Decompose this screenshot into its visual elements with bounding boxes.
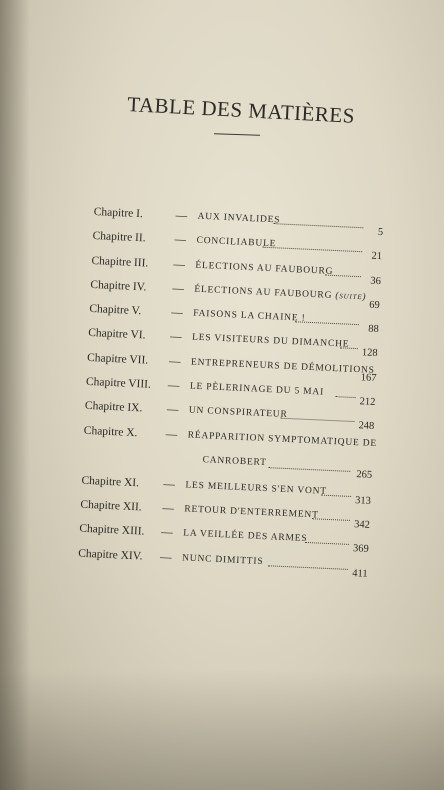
chapter-title: AUX INVALIDES [197, 211, 281, 226]
chapter-page: 88 [367, 323, 379, 336]
chapter-title: LE PÈLERINAGE DU 5 MAI [189, 381, 325, 398]
chapter-title: LA VEILLÉE DES ARMES [183, 528, 308, 545]
chapter-page: 265 [356, 468, 373, 481]
chapter-label: Chapitre IV. [90, 278, 147, 294]
chapter-page: 21 [371, 250, 383, 263]
chapter-title: UN CONSPIRATEUR [188, 405, 288, 421]
chapter-label: Chapitre V. [89, 303, 142, 318]
chapter-page: 36 [370, 275, 382, 287]
chapter-title: NUNC DIMITTIS [181, 552, 264, 567]
chapter-label: Chapitre X. [83, 424, 138, 439]
chapter-title: FAISONS LA CHAINE ! [192, 308, 306, 324]
chapter-dash: — [175, 209, 188, 223]
chapter-title: ÉLECTIONS AU FAUBOURG [195, 260, 334, 277]
leader-dots [305, 542, 349, 545]
chapter-title: LES MEILLEURS S'EN VONT [185, 480, 328, 497]
chapter-page: 313 [354, 494, 372, 507]
chapter-label: Chapitre VI. [87, 327, 146, 342]
chapter-dash: — [170, 306, 183, 320]
chapter-dash: — [159, 550, 172, 564]
chapter-title: CONCILIABULE [196, 235, 277, 250]
chapter-page: 411 [351, 567, 368, 580]
chapter-label: Chapitre IX. [84, 400, 143, 415]
table-of-contents [77, 206, 393, 585]
chapter-title: ENTREPRENEURS DE DÉMOLITIONS [190, 357, 375, 376]
leader-dots [268, 467, 350, 472]
chapter-label: Chapitre II. [92, 230, 146, 245]
chapter-label: Chapitre I. [93, 206, 144, 221]
chapter-dash: — [163, 478, 176, 491]
chapter-page: 167 [360, 372, 377, 384]
leader-dots [262, 247, 362, 253]
chapter-title-suffix: (suite) [335, 290, 367, 303]
chapter-title: LES VISITEURS DU DIMANCHE [191, 333, 350, 351]
chapter-dash: — [173, 258, 186, 271]
chapter-dash: — [160, 526, 174, 540]
leader-dots [273, 223, 363, 228]
chapter-page: 128 [361, 347, 378, 360]
chapter-label: Chapitre XIV. [77, 547, 143, 563]
leader-dots [281, 418, 355, 422]
chapter-title: RÉAPPARITION SYMPTOMATIQUE DE [187, 430, 378, 449]
chapter-label: Chapitre VIII. [85, 375, 152, 391]
chapter-dash: — [166, 403, 179, 417]
chapter-title: RETOUR D'ENTERREMENT [184, 504, 319, 521]
chapter-page: 369 [352, 543, 369, 556]
chapter-dash: — [165, 428, 178, 441]
title-rule [214, 133, 260, 136]
chapter-dash: — [174, 233, 187, 247]
chapter-dash: — [168, 355, 181, 368]
chapter-page: 342 [353, 519, 371, 531]
chapter-title-main: ÉLECTIONS AU FAUBOURG [194, 284, 333, 301]
chapter-label: Chapitre VII. [86, 351, 149, 367]
page-title: TABLE DES MATIÈRES [126, 92, 356, 128]
chapter-dash: — [172, 282, 185, 296]
chapter-page: 5 [377, 226, 384, 239]
chapter-dash: — [162, 502, 175, 515]
chapter-dash: — [167, 379, 180, 393]
leader-dots [336, 396, 356, 398]
chapter-page: 248 [358, 420, 375, 433]
leader-dots [268, 565, 348, 570]
page-bottom-shadow [0, 670, 444, 790]
chapter-page: 69 [369, 299, 381, 311]
chapter-dash: — [169, 331, 182, 344]
chapter-label: Chapitre XI. [81, 474, 140, 489]
chapter-title-continued: CANROBERT [202, 454, 267, 468]
chapter-page: 212 [359, 396, 376, 409]
chapter-label: Chapitre III. [91, 254, 149, 270]
chapter-label: Chapitre XII. [80, 498, 142, 514]
chapter-label: Chapitre XIII. [79, 522, 145, 538]
